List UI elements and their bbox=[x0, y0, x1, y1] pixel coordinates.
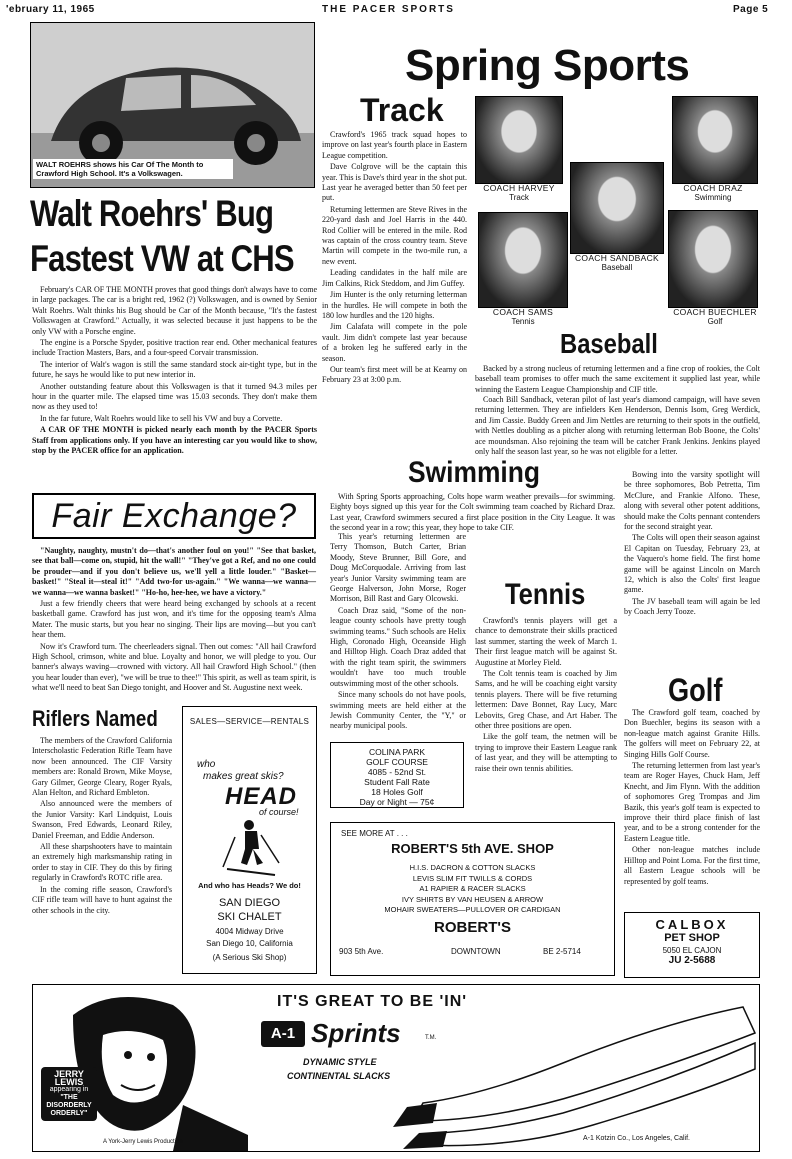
track-paragraph: Dave Colgrove will be the captain this year. This is Dave's third year in the shot put. Last year he averaged better than 50 feet per put. bbox=[322, 162, 467, 203]
colina-park-ad bbox=[330, 742, 464, 808]
paper-title: THE PACER SPORTS bbox=[322, 4, 455, 15]
coach-portrait bbox=[475, 96, 563, 184]
colina-l1: COLINA PARK bbox=[368, 747, 426, 757]
swimming-paragraph: Coach Draz said, "Some of the non-league county schools have pretty tough swimming teams." Such schools are Helix High, Coronado High, Oceanside High and Hilltop High. Coach Draz added that with the right team spirit, the swimmers wouldn't have too much trouble outswimming most of the other schools. bbox=[330, 605, 466, 688]
coach-caption bbox=[570, 254, 664, 272]
fair-exchange-article bbox=[32, 546, 316, 695]
fair-exchange-heading-box bbox=[32, 493, 316, 539]
coach-name: COACH HARVEY bbox=[483, 183, 555, 193]
vw-photo bbox=[30, 22, 315, 188]
roberts-phone: BE 2-5714 bbox=[543, 947, 581, 956]
golf-paragraph: The returning lettermen from last year's team are Roger Hayes, Chuck Ham, Jeff Knecht, and Jim Flynn. With the addition of sophomores Greg Trompas and Jim Bazik, this year's golf team is expected to improve their third place finish of last year, and to be a strong contender for the Eastern League title. bbox=[624, 761, 760, 843]
ski-ad-name2: SKI CHALET bbox=[217, 911, 282, 923]
track-heading: Track bbox=[360, 92, 444, 128]
swimming-paragraph: This year's returning lettermen are Terry Thomson, Butch Carter, Brian Moody, Steve Brunner, Bill Gore, and Doug McCorquodale. Arriving from last year's Junior Varsity swimming team are George Halverson, John Morse, Roger Morrison, Bill Rast and Gary Olcowski. bbox=[330, 532, 466, 604]
coach-sport: Baseball bbox=[601, 263, 633, 272]
riflers-paragraph: Also announced were the members of the Junior Varsity: Karl Lindquist, Louis Swanson, Fred Edwards, Leonard Riley, Daniel Freeman, and Eddie Anderson. bbox=[32, 799, 172, 840]
coach-name: COACH SAMS bbox=[492, 307, 554, 317]
colina-l6: Day or Night — 75¢ bbox=[359, 797, 435, 807]
vw-note: A CAR OF THE MONTH is picked nearly each month by the PACER Sports Staff from applications only. If you have an interesting car you would like to show, stop by the PACER office for an application. bbox=[32, 425, 317, 456]
tennis-article bbox=[475, 616, 617, 775]
coach-name: COACH BUECHLER bbox=[673, 307, 757, 317]
vw-paragraph: Another outstanding feature about this Volkswagen is that it turned 94.3 miles per hour in the quarter mile. The elapsed time was 15.03 seconds. They don't make them now as they used to! bbox=[32, 381, 317, 412]
golf-paragraph: The Crawford golf team, coached by Don Buechler, begins its season with a non-league match against Granite Hills. The golfers will meet on February 22, at Singing Hills Golf Course. bbox=[624, 708, 760, 759]
riflers-heading: Riflers Named bbox=[32, 706, 158, 731]
roberts-ad bbox=[330, 822, 615, 976]
track-paragraph: Our team's first meet will be at Kearny on February 23 at 3:00 p.m. bbox=[322, 364, 467, 385]
track-paragraph: Jim Hunter is the only returning letterman in the hurdles. He will compete in both the 180 low hurdles and the 120 highs. bbox=[322, 290, 467, 320]
fair-paragraph: Just a few friendly cheers that were heard being exchanged by schools at a recent basketball game. Crawford has just won, and it's time for the opposing team's Alma Mater. The music starts, but you hear no singing. Their lips are moving—but you can't hear them. bbox=[32, 599, 316, 640]
tennis-paragraph: The Colt tennis team is coached by Jim Sams, and he will be coaching eight varsity tennis players. There will be five returning lettermen: Dave Bonnet, Ray Lucy, Marc Lebovits, Greg Chase, and Art Haber. The other three positions are open. bbox=[475, 669, 617, 731]
page-number: Page 5 bbox=[733, 4, 769, 15]
ski-chalet-ad bbox=[182, 706, 317, 974]
jerry-l2: LEWIS bbox=[54, 1077, 84, 1087]
coach-caption bbox=[666, 184, 760, 202]
roberts-line: MOHAIR SWEATERS—PULLOVER OR CARDIGAN bbox=[384, 905, 561, 914]
swimming-paragraph: With Spring Sports approaching, Colts hope warm weather prevails—for swimming. Eighty boys signed up this year for the Colt swimming team coached by Richard Draz. Last year, Crawford swimmers secured a first place position in the City League. It was the second year in a row; this year, they hope to take CIF. bbox=[330, 492, 615, 533]
vw-paragraph: In the far future, Walt Roehrs would like to sell his VW and buy a Corvette. bbox=[40, 413, 283, 423]
colina-l5: 18 Holes Golf bbox=[371, 787, 423, 797]
riflers-paragraph: In the coming rifle season, Crawford's CIF rifle team will have to hunt against the other schools in the city. bbox=[32, 884, 172, 915]
fair-paragraph: Now it's Crawford turn. The cheerleaders signal. Then out comes: "All hail Crawford High School, crimson, white and blue. Loyalty and honor, we will pledge to you. Our banner's always waving—crowned with victory. All hail Crawford High School." (then you hear louder than ever), "we will be true to thee!" This spirit, as well as team spirit, is what we'll need to beat San Diego tonight, and Hoover and St. Augustine next week. bbox=[32, 641, 316, 693]
tennis-heading: Tennis bbox=[505, 578, 586, 611]
riflers-paragraph: The members of the Crawford California Interscholastic Federation Rifle Team have now been announced. The CIF Varsity members are: Ronald Brown, Mike Moyse, Gary Gilmer, George Cleary, Roger Ryals, Alan Helton, and Richard Embleton. bbox=[32, 736, 172, 798]
roberts-big: ROBERT'S bbox=[434, 919, 511, 936]
jerry-production: A York-Jerry Lewis Production bbox=[103, 1139, 183, 1145]
track-paragraph: Leading candidates in the half mile are Jim Calkins, Rick Steddom, and Jim Guffey. bbox=[322, 268, 467, 288]
colina-l2: GOLF COURSE bbox=[366, 757, 428, 767]
vw-paragraph: The interior of Walt's wagon is still the same standard stock air-tight type, but in the future, he says he would like to put new interior in. bbox=[32, 359, 317, 380]
colina-l4: Student Fall Rate bbox=[364, 777, 430, 787]
roberts-lines bbox=[331, 863, 614, 916]
ski-ad-addr1: 4004 Midway Drive bbox=[215, 927, 284, 936]
vw-paragraph: February's CAR OF THE MONTH proves that good things don't always have to come in large packages. The car is a bright red, 1962 (?) Volkswagen, and is owned by Senior Walt Roehrs. Walt thinks his Bug should be Car of the Month because, "It's the fastest Volkswagen at Crawford." Actually, it was selected because it just happens to be the only VW with a Porsche engine. bbox=[32, 285, 317, 336]
vw-headline-line1: Walt Roehrs' Bug bbox=[30, 193, 274, 234]
spring-sports-banner: Spring Sports bbox=[405, 41, 690, 90]
roberts-see: SEE MORE AT . . . bbox=[341, 829, 408, 838]
sprints-credit: A-1 Kotzin Co., Los Angeles, Calif. bbox=[583, 1135, 690, 1142]
ski-ad-makes: makes great skis? bbox=[203, 771, 284, 782]
roberts-name: ROBERT'S 5th AVE. SHOP bbox=[391, 841, 554, 856]
coach-photo-harvey bbox=[475, 96, 563, 204]
coach-portrait bbox=[478, 212, 568, 308]
roberts-addr: 903 5th Ave. bbox=[339, 947, 384, 956]
sprints-tm: T.M. bbox=[425, 1035, 437, 1041]
ski-ad-top: SALES—SERVICE—RENTALS bbox=[189, 717, 310, 726]
ski-ad-name1: SAN DIEGO bbox=[218, 897, 281, 909]
jerry-l4: "THE bbox=[60, 1094, 78, 1101]
golf-paragraph: Other non-league matches include Hilltop and Point Loma. For the first time, all Eastern League schools will be represented by golf teams. bbox=[624, 845, 760, 886]
jerry-l5: DISORDERLY bbox=[46, 1102, 92, 1109]
coach-caption bbox=[475, 184, 563, 202]
tennis-paragraph: Like the golf team, the netmen will be trying to improve their Eastern League rank of last year, and they will be attempting to raise their own tennis abilities. bbox=[475, 732, 617, 773]
coach-photo-sandback bbox=[570, 162, 664, 274]
vw-photo-caption: WALT ROEHRS shows his Car Of The Month to Crawford High School. It's a Volkswagen. bbox=[33, 159, 233, 179]
sprints-s1: DYNAMIC STYLE bbox=[303, 1057, 377, 1067]
roberts-line: IVY SHIRTS BY VAN HEUSEN & ARROW bbox=[401, 894, 544, 904]
coach-name: COACH DRAZ bbox=[683, 183, 743, 193]
fair-exchange-heading: Fair Exchange? bbox=[51, 497, 297, 535]
coach-portrait bbox=[672, 96, 758, 184]
track-paragraph: Crawford's 1965 track squad hopes to improve on last year's fourth place in Eastern League competition. bbox=[322, 130, 467, 160]
riflers-article bbox=[32, 736, 172, 917]
slacks-legs-illustration bbox=[363, 1003, 759, 1149]
coach-portrait bbox=[570, 162, 664, 254]
baseball-paragraph: The JV baseball team will again be led by Coach Jerry Tooze. bbox=[624, 596, 760, 617]
baseball-paragraph: The Colts will open their season against El Capitan on Tuesday, February 23, at the Vaquero's home field. The first home game will be against Lincoln on March 12, which is also the Colts' first league game. bbox=[624, 533, 760, 595]
coach-sport: Golf bbox=[707, 317, 723, 326]
vw-paragraph: The engine is a Porsche Spyder, positive traction rear end. Other mechanical features include Traction Masters, Bars, and a four-speed Corvair transmission. bbox=[32, 338, 317, 358]
golf-article bbox=[624, 708, 760, 888]
calbox-l3: 5050 EL CAJON bbox=[662, 946, 722, 955]
baseball-paragraph: Backed by a strong nucleus of returning lettermen and a fine crop of rookies, the Colt baseball team promises to offer much the same excitement it supplied last year, while winning the Eastern League Championship and CIF title. bbox=[475, 364, 760, 394]
sprints-brand: Sprints bbox=[311, 1018, 401, 1048]
baseball-paragraph: Bowing into the varsity spotlight will be three sophomores, Bob Petretta, Tim McClure, and Frankie Alfono. These, along with several other potent additions, should make the Colts pennant contenders for the second straight year. bbox=[624, 470, 760, 532]
coach-photo-draz bbox=[666, 96, 760, 204]
tennis-paragraph: Crawford's tennis players will get a chance to demonstrate their skills practiced last summer, starting the week of March 1. Their first league match will be against St. Augustine at Morley Field. bbox=[475, 616, 617, 667]
vw-headline-line2: Fastest VW at CHS bbox=[30, 238, 294, 279]
ski-ad-addr2: San Diego 10, California bbox=[206, 939, 293, 948]
track-paragraph: Jim Calafata will compete in the pole vault. Jim didn't compete last year because of a broken leg he suffered early in the season. bbox=[322, 322, 467, 363]
jerry-lewis-badge bbox=[41, 1067, 97, 1121]
riflers-paragraph: All these sharpshooters have to maintain an extremely high marksmanship rating in order to stay in CIF. They do this by firing regularly in Crawford's ROTC rifle area. bbox=[32, 842, 172, 883]
ski-ad-ofcourse: of course! bbox=[259, 807, 299, 817]
swimming-heading: Swimming bbox=[408, 456, 541, 489]
baseball-heading: Baseball bbox=[560, 328, 658, 359]
coach-sport: Swimming bbox=[694, 193, 732, 202]
roberts-line: H.I.S. DACRON & COTTON SLACKS bbox=[409, 863, 536, 872]
sprints-top: IT'S GREAT TO BE 'IN' bbox=[277, 993, 468, 1010]
a1-sprints-ad bbox=[32, 984, 760, 1152]
baseball-continued bbox=[624, 470, 760, 619]
swimming-column bbox=[330, 532, 466, 733]
coach-caption bbox=[478, 308, 568, 326]
coach-name: COACH SANDBACK bbox=[574, 253, 660, 263]
swimming-intro bbox=[330, 492, 615, 535]
skier-icon bbox=[217, 817, 287, 879]
colina-l3: 4085 - 52nd St. bbox=[367, 767, 427, 777]
baseball-paragraph: Coach Bill Sandback, veteran pilot of last year's diamond campaign, will have seven returning lettermen. They are infielders Ken Henderson, Dennis Isom, Greg Werdick, and Jim Cassie. Buddy Green and Jim Nettles are returning to their spots in the outfield, with Nettles doubling as a pitcher along with returning letterman Bob Boone, the Colts' ace moundsman. Also rejoining the team will be catcher Frank Jenkins. Jenkins played only half the season last year, so he was not eligible for a letter. bbox=[475, 395, 760, 457]
calbox-l4: JU 2-5688 bbox=[668, 955, 716, 966]
golf-heading: Golf bbox=[668, 672, 723, 708]
roberts-line: LEVIS SLIM FIT TWILLS & CORDS bbox=[412, 873, 533, 883]
calbox-l1: CALBOX bbox=[655, 917, 729, 932]
track-paragraph: Returning lettermen are Steve Rives in the 220-yard dash and Joel Harris in the 440. Rod Collier will be entered in the mile. Rod was captain of the cross country team. Steve Martin will compete in the two-mile run, a new event. bbox=[322, 204, 467, 266]
jerry-l6: ORDERLY" bbox=[50, 1110, 88, 1117]
a1-logo: A-1 bbox=[261, 1021, 305, 1047]
ski-ad-tagline: And who has Heads? We do! bbox=[198, 881, 301, 890]
coach-photo-sams bbox=[478, 212, 568, 330]
track-article bbox=[322, 130, 467, 387]
coach-portrait bbox=[668, 210, 758, 308]
coach-sport: Track bbox=[509, 193, 529, 202]
baseball-intro bbox=[475, 364, 760, 396]
issue-date: 'ebruary 11, 1965 bbox=[6, 4, 95, 15]
coach-caption bbox=[668, 308, 762, 326]
ski-ad-brand: HEAD bbox=[225, 783, 298, 810]
coach-photo-buechler bbox=[668, 210, 762, 330]
swimming-paragraph: Since many schools do not have pools, swimming meets are held either at the Jewish Community Center, the "Y," or nearby municipal pools. bbox=[330, 690, 466, 731]
ski-ad-addr3: (A Serious Ski Shop) bbox=[212, 953, 287, 962]
fair-paragraph: "Naughty, naughty, mustn't do—that's another foul on you!" "See that basket, see that ball—come on, stupid, hit the wall!" "They've got a Ref, and no one could be prouder—and if you don't believe us, we'll yell a little louder." "Basket—basket!" "Steal it—steal it!" "Add two-for us-again." "We wanna—we wanna—we wanna—we wanna basket!" "Ho-ho, hee-hee, we have a victory." bbox=[32, 546, 316, 597]
roberts-line: A1 RAPIER & RACER SLACKS bbox=[419, 884, 526, 893]
sprints-s2: CONTINENTAL SLACKS bbox=[287, 1071, 391, 1081]
calbox-ad bbox=[624, 912, 760, 978]
ski-ad-who: who bbox=[197, 759, 216, 770]
vw-article bbox=[32, 285, 317, 458]
jerry-l3: appearing in bbox=[49, 1086, 89, 1093]
coach-sport: Tennis bbox=[511, 317, 535, 326]
calbox-l2: PET SHOP bbox=[664, 932, 720, 944]
jerry-l1: JERRY bbox=[54, 1069, 84, 1079]
roberts-area: DOWNTOWN bbox=[451, 947, 501, 956]
